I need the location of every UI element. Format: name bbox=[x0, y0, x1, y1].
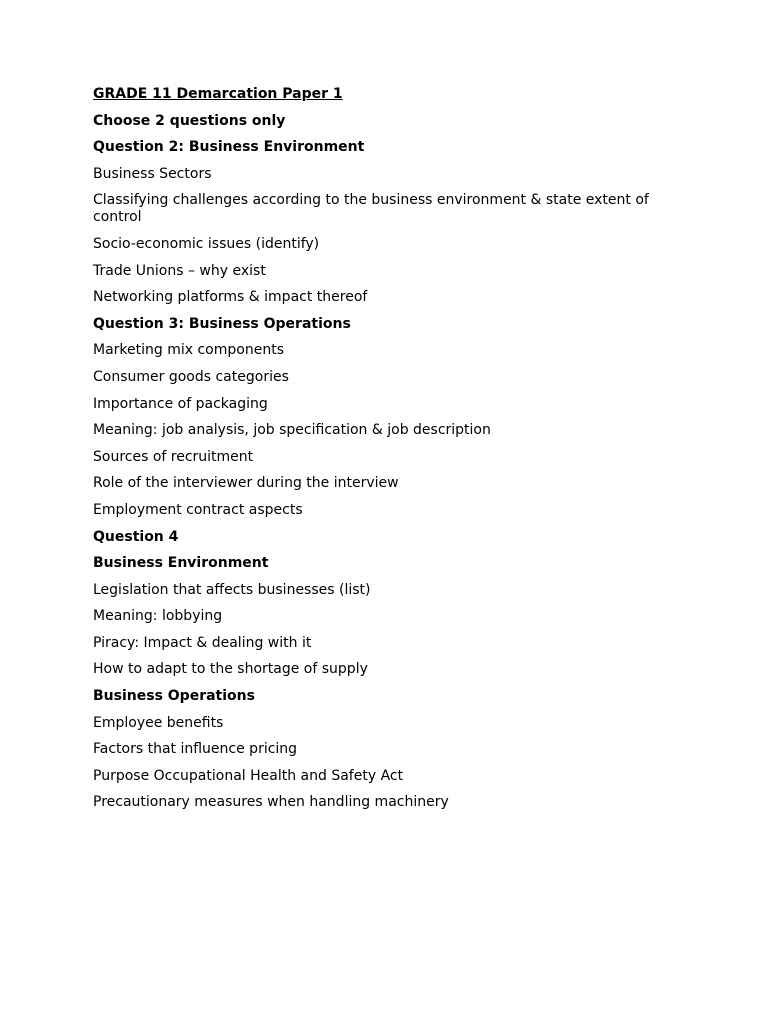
list-item: Marketing mix components bbox=[93, 342, 284, 359]
list-item: Employee benefits bbox=[93, 714, 224, 731]
document-page bbox=[93, 86, 673, 821]
list-item: Business Sectors bbox=[93, 165, 212, 182]
list-item: Role of the interviewer during the interview bbox=[93, 475, 399, 492]
list-item: Piracy: Impact & dealing with it bbox=[93, 634, 312, 651]
document-title: GRADE 11 Demarcation Paper 1 bbox=[93, 86, 343, 102]
list-item: Importance of packaging bbox=[93, 395, 268, 412]
list-item: Meaning: job analysis, job specification & job description bbox=[93, 422, 491, 439]
list-item: Factors that influence pricing bbox=[93, 741, 298, 758]
list-item: Classifying challenges according to the business environment & state extent of control bbox=[93, 192, 649, 226]
list-item: Sources of recruitment bbox=[93, 448, 254, 465]
list-item: Meaning: lobbying bbox=[93, 608, 223, 625]
list-item: Purpose Occupational Health and Safety Act bbox=[93, 767, 404, 784]
business-operations-subheading: Business Operations bbox=[93, 688, 255, 705]
business-environment-subheading: Business Environment bbox=[93, 555, 269, 572]
list-item: Consumer goods categories bbox=[93, 368, 289, 385]
list-item: How to adapt to the shortage of supply bbox=[93, 661, 368, 678]
list-item: Legislation that affects businesses (list) bbox=[93, 581, 371, 598]
list-item: Precautionary measures when handling machinery bbox=[93, 794, 449, 811]
list-item: Trade Unions – why exist bbox=[93, 262, 266, 279]
instruction-text: Choose 2 questions only bbox=[93, 112, 286, 129]
list-item: Socio-economic issues (identify) bbox=[93, 235, 320, 252]
question-4-heading: Question 4 bbox=[93, 528, 179, 545]
question-3-heading: Question 3: Business Operations bbox=[93, 315, 351, 332]
list-item: Employment contract aspects bbox=[93, 501, 303, 518]
question-2-heading: Question 2: Business Environment bbox=[93, 139, 365, 156]
list-item: Networking platforms & impact thereof bbox=[93, 289, 368, 306]
